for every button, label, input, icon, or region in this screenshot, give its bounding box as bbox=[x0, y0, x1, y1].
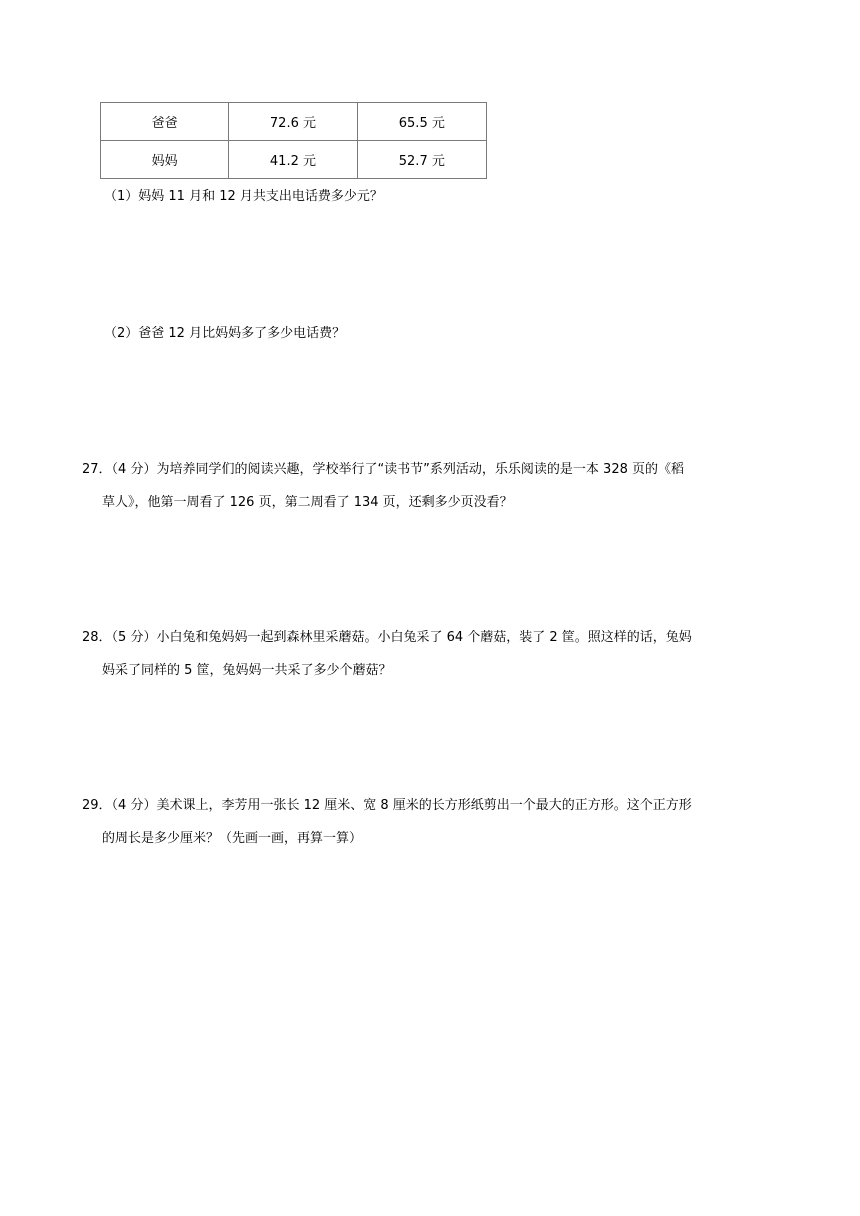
table-cell-name: 妈妈 bbox=[101, 141, 229, 179]
question-28-line-1: 28．（5 分）小白兔和兔妈妈一起到森林里采蘑菇。小白兔采了 64 个蘑菇，装了 2 筐。照这样的话，兔妈 bbox=[82, 630, 692, 645]
table-cell-nov: 72.6 元 bbox=[229, 103, 357, 141]
table-row bbox=[101, 141, 487, 179]
phone-fee-table bbox=[100, 102, 487, 179]
table-cell-nov: 41.2 元 bbox=[229, 141, 357, 179]
question-27-line-2: 草人》，他第一周看了 126 页，第二周看了 134 页，还剩多少页没看？ bbox=[102, 495, 513, 510]
question-26-part-1: （1）妈妈 11 月和 12 月共支出电话费多少元？ bbox=[104, 189, 383, 204]
table-cell-dec: 65.5 元 bbox=[357, 103, 486, 141]
question-26-part-2: （2）爸爸 12 月比妈妈多了多少电话费？ bbox=[104, 326, 346, 341]
question-28-line-2: 妈采了同样的 5 筐，兔妈妈一共采了多少个蘑菇？ bbox=[102, 663, 392, 678]
question-29-line-1: 29．（4 分）美术课上，李芳用一张长 12 厘米、宽 8 厘米的长方形纸剪出一个最大的正方形。这个正方形 bbox=[82, 798, 692, 813]
table-row bbox=[101, 103, 487, 141]
question-29-line-2: 的周长是多少厘米？（先画一画，再算一算） bbox=[102, 831, 363, 846]
question-27-line-1: 27．（4 分）为培养同学们的阅读兴趣，学校举行了“读书节”系列活动，乐乐阅读的是一本 328 页的《稻 bbox=[82, 462, 684, 477]
table-cell-name: 爸爸 bbox=[101, 103, 229, 141]
table-cell-dec: 52.7 元 bbox=[357, 141, 486, 179]
